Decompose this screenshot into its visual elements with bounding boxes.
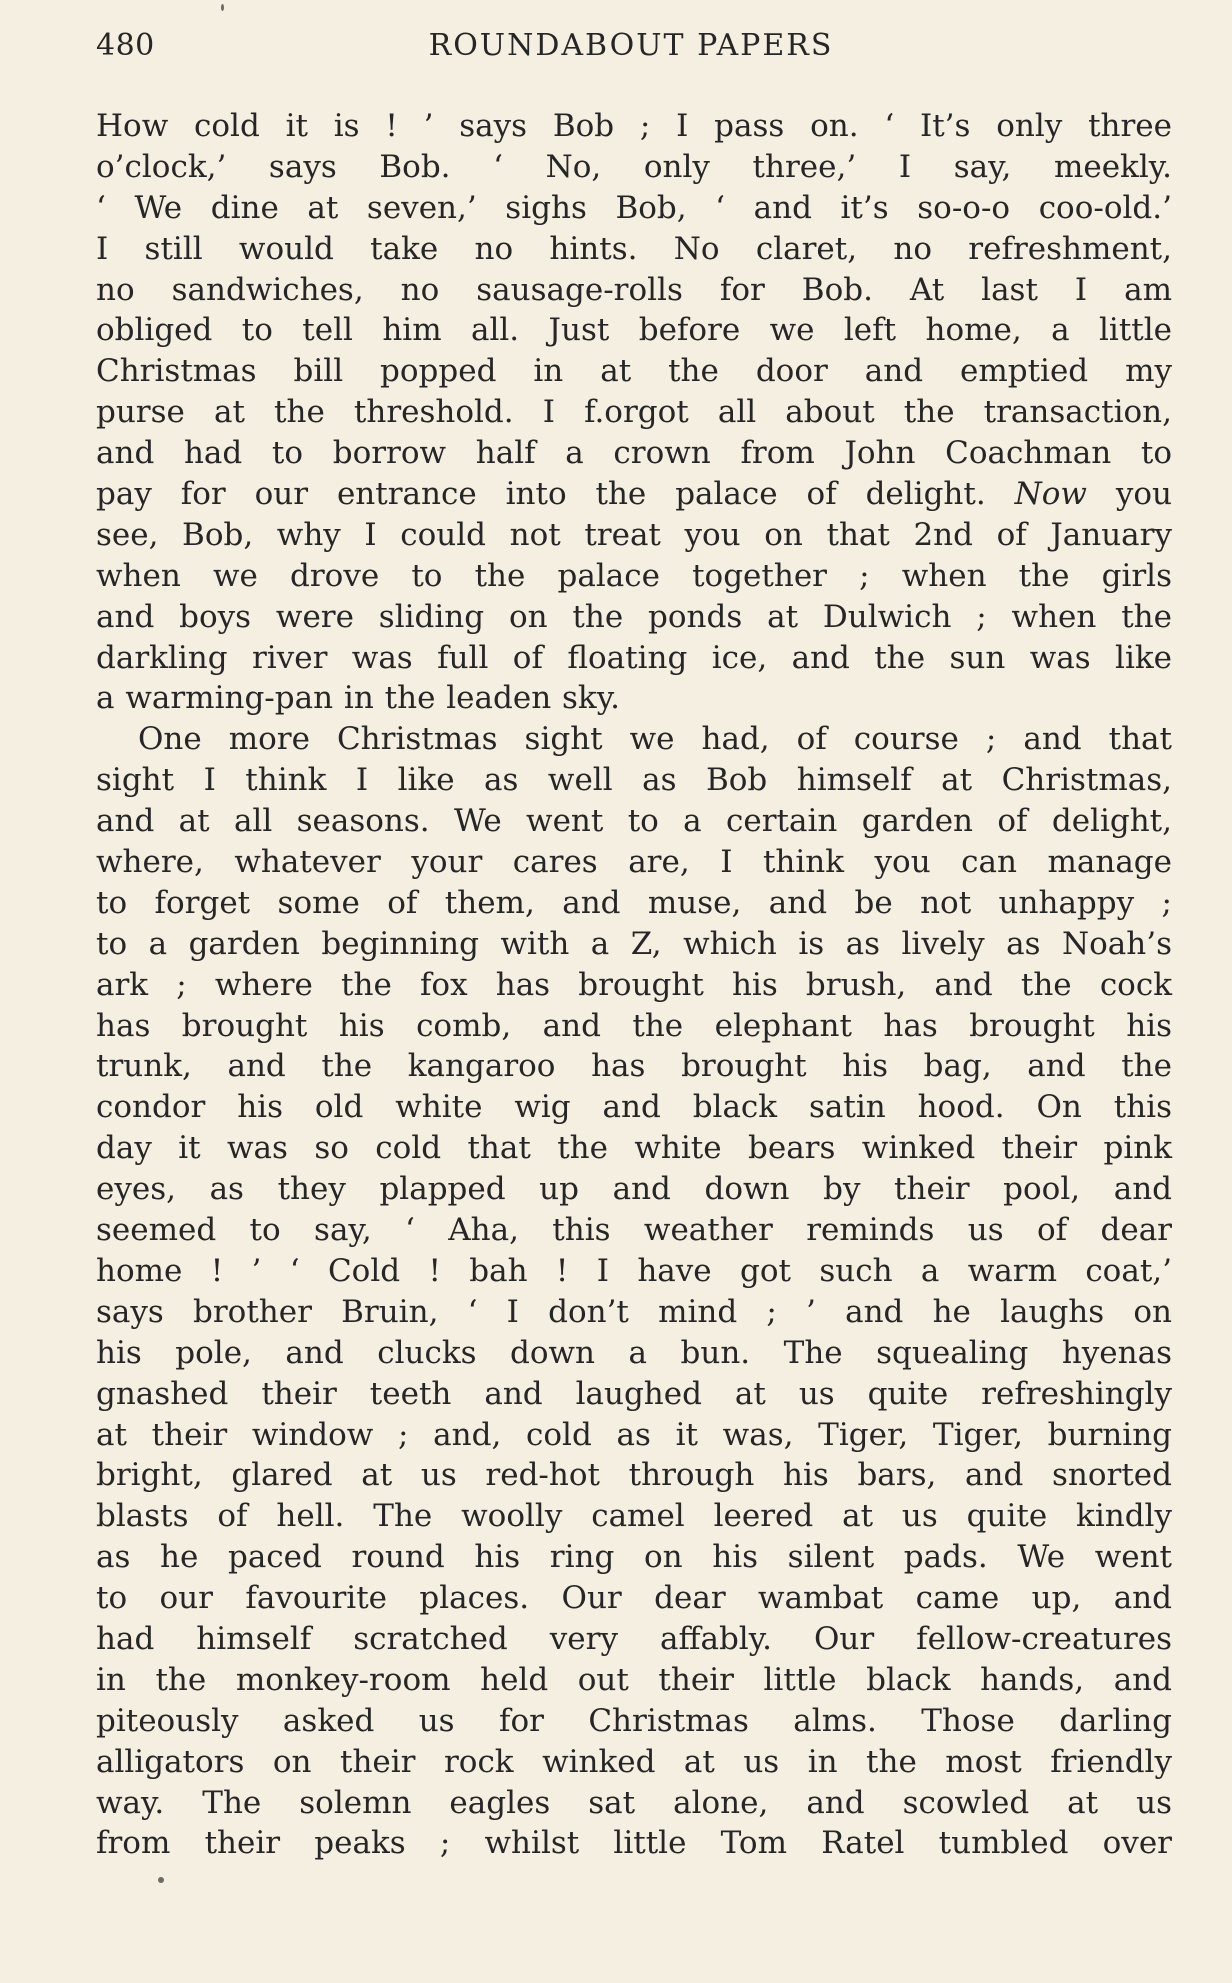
text-line: says brother Bruin, ‘ I don’t mind ; ’ and he laughs on	[96, 1293, 1172, 1330]
page-header	[96, 28, 1166, 72]
text-segment: pay for our entrance into the palace of delight.	[96, 476, 986, 513]
text-line: way. The solemn eagles sat alone, and scowled at us	[96, 1784, 1172, 1821]
text-line: where, whatever your cares are, I think you can manage	[96, 844, 1172, 881]
text-line: piteously asked us for Christmas alms. Those darling	[96, 1702, 1172, 1739]
page-number: 480	[96, 28, 155, 63]
text-line: I still would take no hints. No claret, no refreshment,	[96, 230, 1172, 267]
body-text	[96, 106, 1172, 1864]
text-line: as he paced round his ring on his silent pads. We went	[96, 1539, 1172, 1576]
text-line: home ! ’ ‘ Cold ! bah ! I have got such a warm coat,’	[96, 1252, 1172, 1289]
text-line: has brought his comb, and the elephant has brought his	[96, 1007, 1172, 1044]
running-title: ROUNDABOUT PAPERS	[428, 28, 834, 63]
text-line: no sandwiches, no sausage-rolls for Bob. At last I am	[96, 271, 1172, 308]
text-line: to a garden beginning with a Z, which is as lively as Noah’s	[96, 925, 1172, 962]
text-line: One more Christmas sight we had, of course ; and that	[138, 721, 1172, 758]
text-line: o’clock,’ says Bob. ‘ No, only three,’ I say, meekly.	[96, 148, 1172, 185]
text-line: and boys were sliding on the ponds at Dulwich ; when the	[96, 598, 1172, 635]
text-line: sight I think I like as well as Bob himself at Christmas,	[96, 762, 1172, 799]
text-line: and at all seasons. We went to a certain garden of delight,	[96, 803, 1172, 840]
text-line: his pole, and clucks down a bun. The squealing hyenas	[96, 1334, 1172, 1371]
text-line: a warming-pan in the leaden sky.	[96, 680, 620, 717]
text-line: trunk, and the kangaroo has brought his bag, and the	[96, 1048, 1172, 1085]
text-line: gnashed their teeth and laughed at us quite refreshingly	[96, 1375, 1172, 1412]
paper-speck	[158, 1877, 164, 1883]
text-line-with-italic	[96, 474, 1172, 515]
italic-word: Now	[1014, 476, 1087, 513]
text-line: darkling river was full of floating ice, and the sun was like	[96, 639, 1172, 676]
text-line: and had to borrow half a crown from John Coachman to	[96, 435, 1172, 472]
text-line: ‘ We dine at seven,’ sighs Bob, ‘ and it’s so-o-o coo-old.’	[96, 189, 1172, 226]
text-line: from their peaks ; whilst little Tom Ratel tumbled over	[96, 1825, 1172, 1862]
text-line: condor his old white wig and black satin hood. On this	[96, 1089, 1172, 1126]
text-line: in the monkey-room held out their little black hands, and	[96, 1661, 1172, 1698]
text-segment: you	[1086, 476, 1173, 513]
text-line: see, Bob, why I could not treat you on that 2nd of January	[96, 516, 1172, 553]
text-line: blasts of hell. The woolly camel leered at us quite kindly	[96, 1498, 1172, 1535]
text-line: alligators on their rock winked at us in the most friendly	[96, 1743, 1172, 1780]
text-line: purse at the threshold. I f.orgot all about the transaction,	[96, 394, 1172, 431]
text-line: How cold it is ! ’ says Bob ; I pass on. ‘ It’s only three	[96, 108, 1172, 144]
text-line: ark ; where the fox has brought his brush, and the cock	[96, 966, 1172, 1003]
text-line: bright, glared at us red-hot through his bars, and snorted	[96, 1457, 1172, 1494]
text-line: at their window ; and, cold as it was, Tiger, Tiger, burning	[96, 1416, 1172, 1453]
paper-speck	[221, 4, 224, 11]
paragraph-1	[96, 106, 1172, 719]
text-line: day it was so cold that the white bears winked their pink	[96, 1130, 1172, 1167]
text-line: eyes, as they plapped up and down by their pool, and	[96, 1171, 1172, 1208]
text-line: when we drove to the palace together ; when the girls	[96, 557, 1172, 594]
paragraph-2	[96, 719, 1172, 1864]
text-line: seemed to say, ‘ Aha, this weather reminds us of dear	[96, 1212, 1172, 1249]
text-line: obliged to tell him all. Just before we left home, a little	[96, 312, 1172, 349]
text-line: to our favourite places. Our dear wambat came up, and	[96, 1580, 1172, 1617]
text-line: to forget some of them, and muse, and be not unhappy ;	[96, 884, 1172, 921]
text-line: Christmas bill popped in at the door and emptied my	[96, 353, 1172, 390]
text-line: had himself scratched very affably. Our fellow-creatures	[96, 1620, 1172, 1657]
